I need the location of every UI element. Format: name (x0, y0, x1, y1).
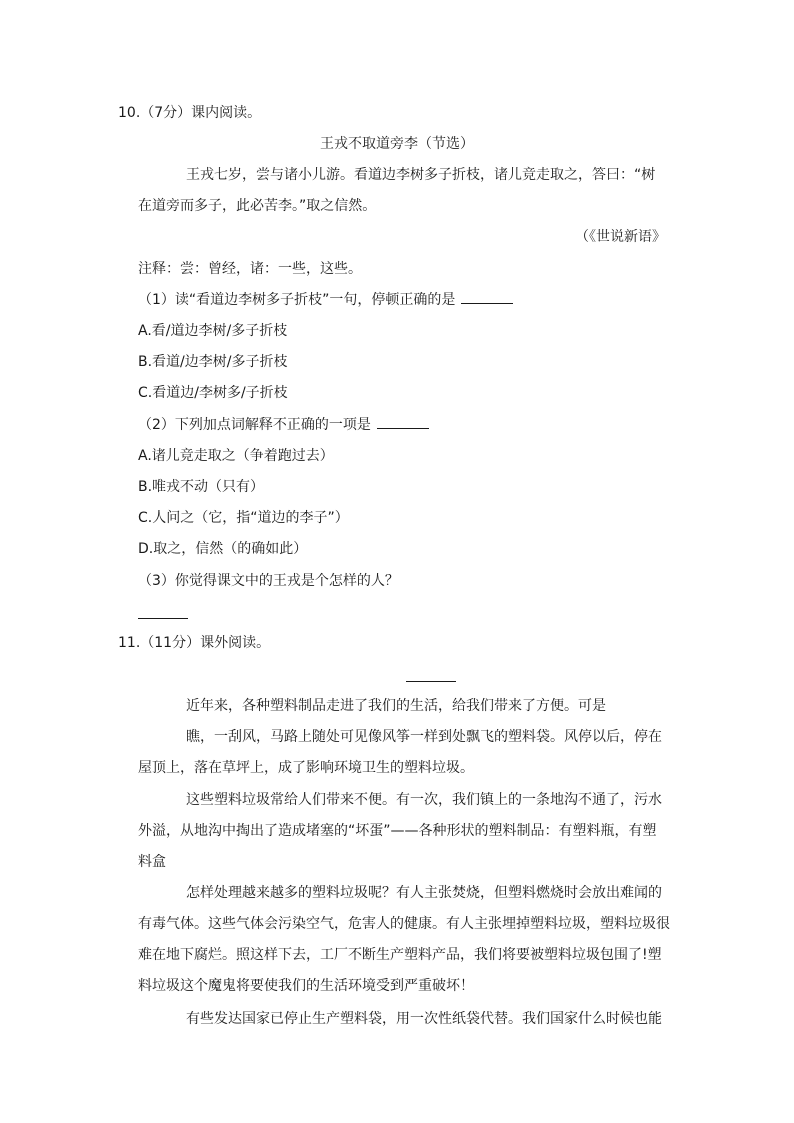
option-2d: D.取之，信然（的确如此） (138, 541, 308, 557)
question-11-title: 11.（11分）课外阅读。 (118, 635, 271, 651)
sub-question-2-text: （2）下列加点词解释不正确的一项是 (138, 417, 371, 433)
paragraph-3-line-1: 这些塑料垃圾常给人们带来不便。有一次，我们镇上的一条地沟不通了，污水 (186, 792, 662, 808)
annotation-note: 注释：尝：曾经，诸：一些，这些。 (138, 261, 362, 277)
paragraph-4-line-4: 料垃圾这个魔鬼将要使我们的生活环境受到严重破坏！ (138, 978, 474, 994)
paragraph-3-line-3: 料盒 (138, 854, 166, 870)
question-10-title: 10.（7分）课内阅读。 (118, 105, 262, 121)
passage-source: （《世说新语》 (575, 229, 666, 245)
paragraph-2-line-1: 瞧，一刮风，马路上随处可见像风筝一样到处飘飞的塑料袋。风停以后，停在 (186, 729, 662, 745)
passage-title: 王戎不取道旁李（节选） (320, 136, 474, 152)
passage-line-2: 在道旁而多子，此必苦李。”取之信然。 (138, 198, 377, 214)
option-2a: A.诸儿竞走取之（争着跑过去） (138, 448, 334, 464)
option-1a: A.看/道边李树/多子折枝 (138, 323, 288, 339)
sub-question-1 (138, 291, 513, 309)
paragraph-4-line-3: 难在地下腐烂。照这样下去，工厂不断生产塑料产品，我们将要被塑料垃圾包围了!塑 (138, 947, 662, 963)
paragraph-1-line-1: 近年来，各种塑料制品走进了我们的生活，给我们带来了方便。可是 (186, 698, 606, 714)
paragraph-2-line-2: 屋顶上，落在草坪上，成了影响环境卫生的塑料垃圾。 (138, 760, 474, 776)
paragraph-5-line-1: 有些发达国家已停止生产塑料袋，用一次性纸袋代替。我们国家什么时候也能 (186, 1011, 662, 1027)
option-1b: B.看道/边李树/多子折枝 (138, 354, 288, 370)
paragraph-4-line-1: 怎样处理越来越多的塑料垃圾呢？有人主张焚烧，但塑料燃烧时会放出难闻的 (186, 885, 662, 901)
paragraph-4-line-2: 有毒气体。这些气体会污染空气，危害人的健康。有人主张埋掉塑料垃圾，塑料垃圾很 (138, 916, 670, 932)
option-2b: B.唯戎不动（只有） (138, 479, 265, 495)
paragraph-3-line-2: 外溢，从地沟中掏出了造成堵塞的“坏蛋”——各种形状的塑料制品：有塑料瓶，有塑 (138, 823, 657, 839)
sub-question-2 (138, 416, 429, 434)
option-1c: C.看道边/李树多/子折枝 (138, 385, 288, 401)
answer-blank-2[interactable] (377, 416, 429, 429)
answer-blank-1[interactable] (461, 291, 513, 304)
title-blank[interactable] (406, 681, 456, 682)
passage-line-1: 王戎七岁，尝与诸小儿游。看道边李树多子折枝，诸儿竞走取之，答曰：“树 (186, 167, 656, 183)
option-2c: C.人问之（它，指“道边的李子”） (138, 510, 349, 526)
answer-blank-3[interactable] (138, 618, 188, 619)
sub-question-1-text: （1）读“看道边李树多子折枝”一句，停顿正确的是 (138, 292, 456, 308)
sub-question-3: （3）你觉得课文中的王戎是个怎样的人？ (138, 573, 399, 589)
